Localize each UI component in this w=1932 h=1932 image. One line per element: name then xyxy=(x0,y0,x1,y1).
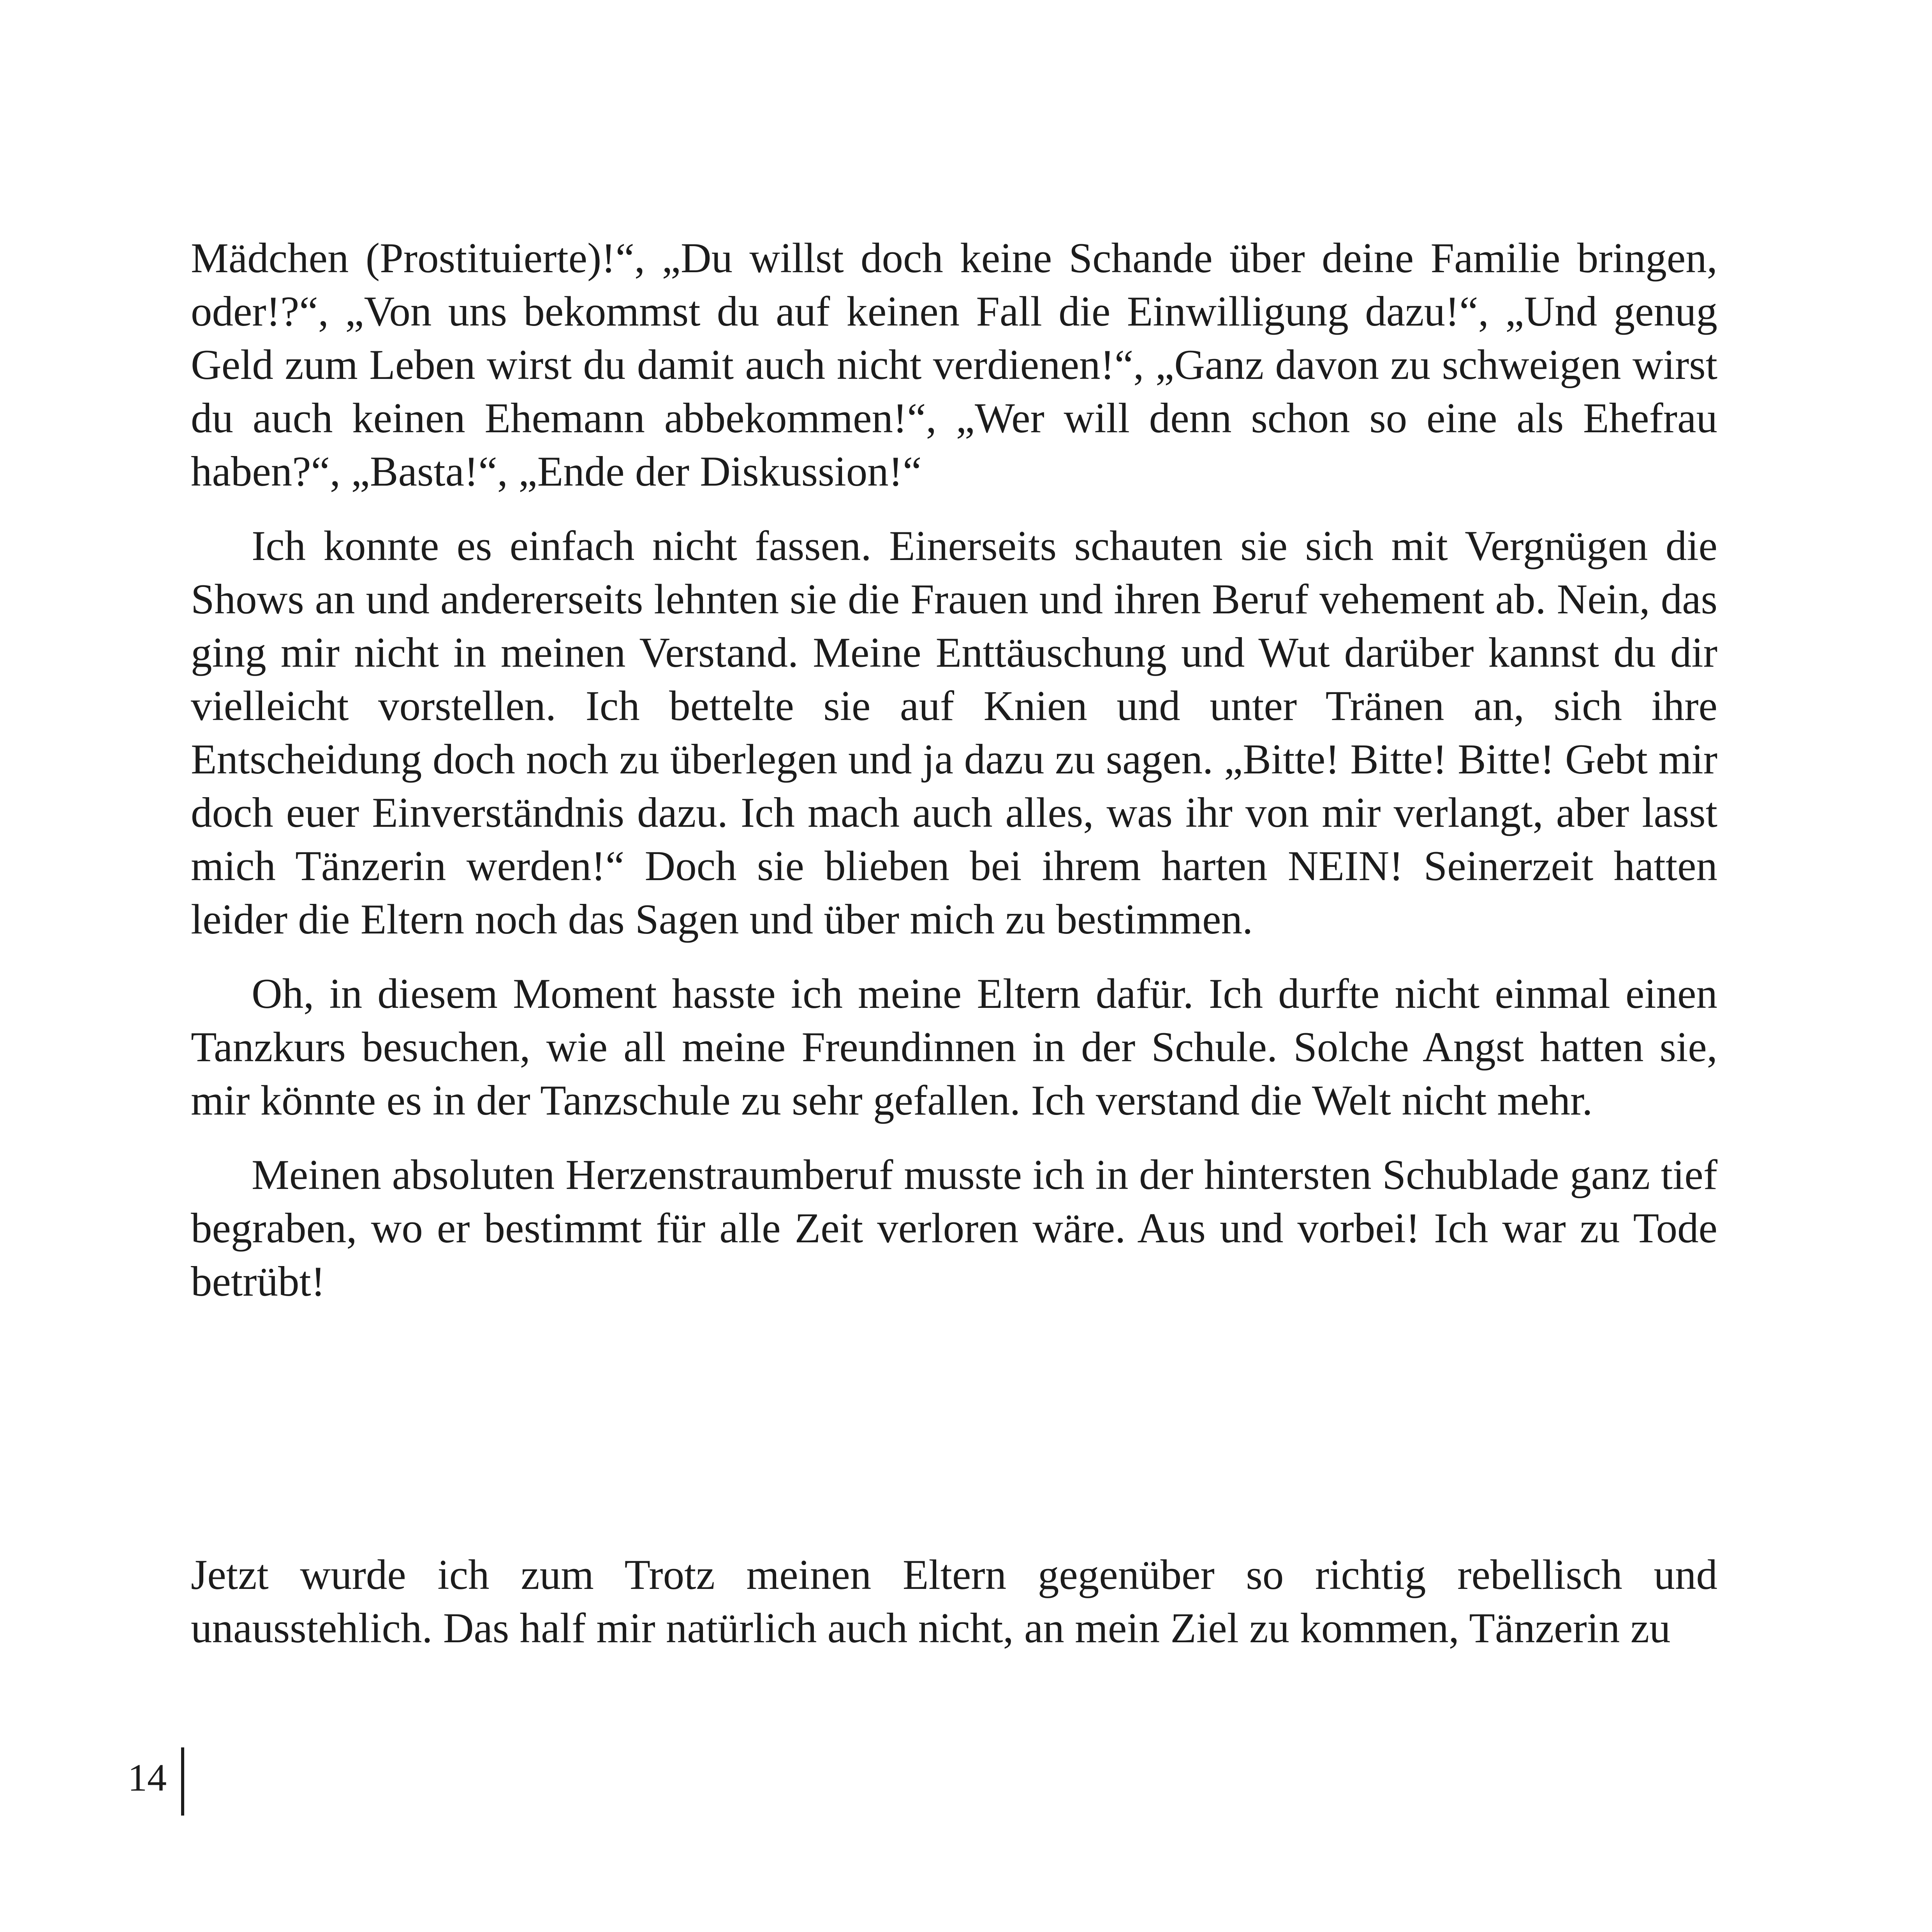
body-text-section xyxy=(191,231,1717,1308)
paragraph-5: Jetzt wurde ich zum Trotz meinen Eltern gegenüber so richtig rebellisch und unausstehlich. Das half mir natürlich auch nicht, an mein Ziel zu kommen, Tänzerin zu xyxy=(191,1551,1717,1652)
page-number-rule xyxy=(181,1747,184,1816)
page-number: 14 xyxy=(128,1756,167,1799)
paragraph-3: Oh, in diesem Moment hasste ich meine Eltern dafür. Ich durfte nicht einmal einen Tanzkurs besuchen, wie all meine Freundinnen in der Schule. Solche Angst hatten sie, mir könnte es in der Tanzschule zu sehr gefallen. Ich verstand die Welt nicht mehr. xyxy=(191,970,1717,1124)
paragraph-4: Meinen absoluten Herzenstraumberuf musste ich in der hintersten Schublade ganz tief begraben, wo er bestimmt für alle Zeit verloren wäre. Aus und vorbei! Ich war zu Tode betrübt! xyxy=(191,1151,1717,1305)
body-text-section-2 xyxy=(191,1548,1717,1655)
paragraph-2: Ich konnte es einfach nicht fassen. Einerseits schauten sie sich mit Vergnügen die Shows an und andererseits lehnten sie die Frauen und ihren Beruf vehement ab. Nein, das ging mir nicht in meinen Verstand. Meine Enttäuschung und Wut darüber kannst du dir vielleicht vorstellen. Ich bettelte sie auf Knien und unter Tränen an, sich ihre Entscheidung doch noch zu überlegen und ja dazu zu sagen. „Bitte! Bitte! Bitte! Gebt mir doch euer Einverständnis dazu. Ich mach auch alles, was ihr von mir verlangt, aber lasst mich Tänzerin werden!“ Doch sie blieben bei ihrem harten NEIN! Seinerzeit hatten leider die Eltern noch das Sagen und über mich zu bestimmen. xyxy=(191,522,1717,943)
paragraph-1: Mädchen (Prostituierte)!“, „Du willst doch keine Schande über deine Familie bringen, oder!?“, „Von uns bekommst du auf keinen Fall die Einwilligung dazu!“, „Und genug Geld zum Leben wirst du damit auch nicht verdienen!“, „Ganz davon zu schweigen wirst du auch keinen Ehemann abbekommen!“, „Wer will denn schon so eine als Ehefrau haben?“, „Basta!“, „Ende der Diskussion!“ xyxy=(191,234,1717,495)
